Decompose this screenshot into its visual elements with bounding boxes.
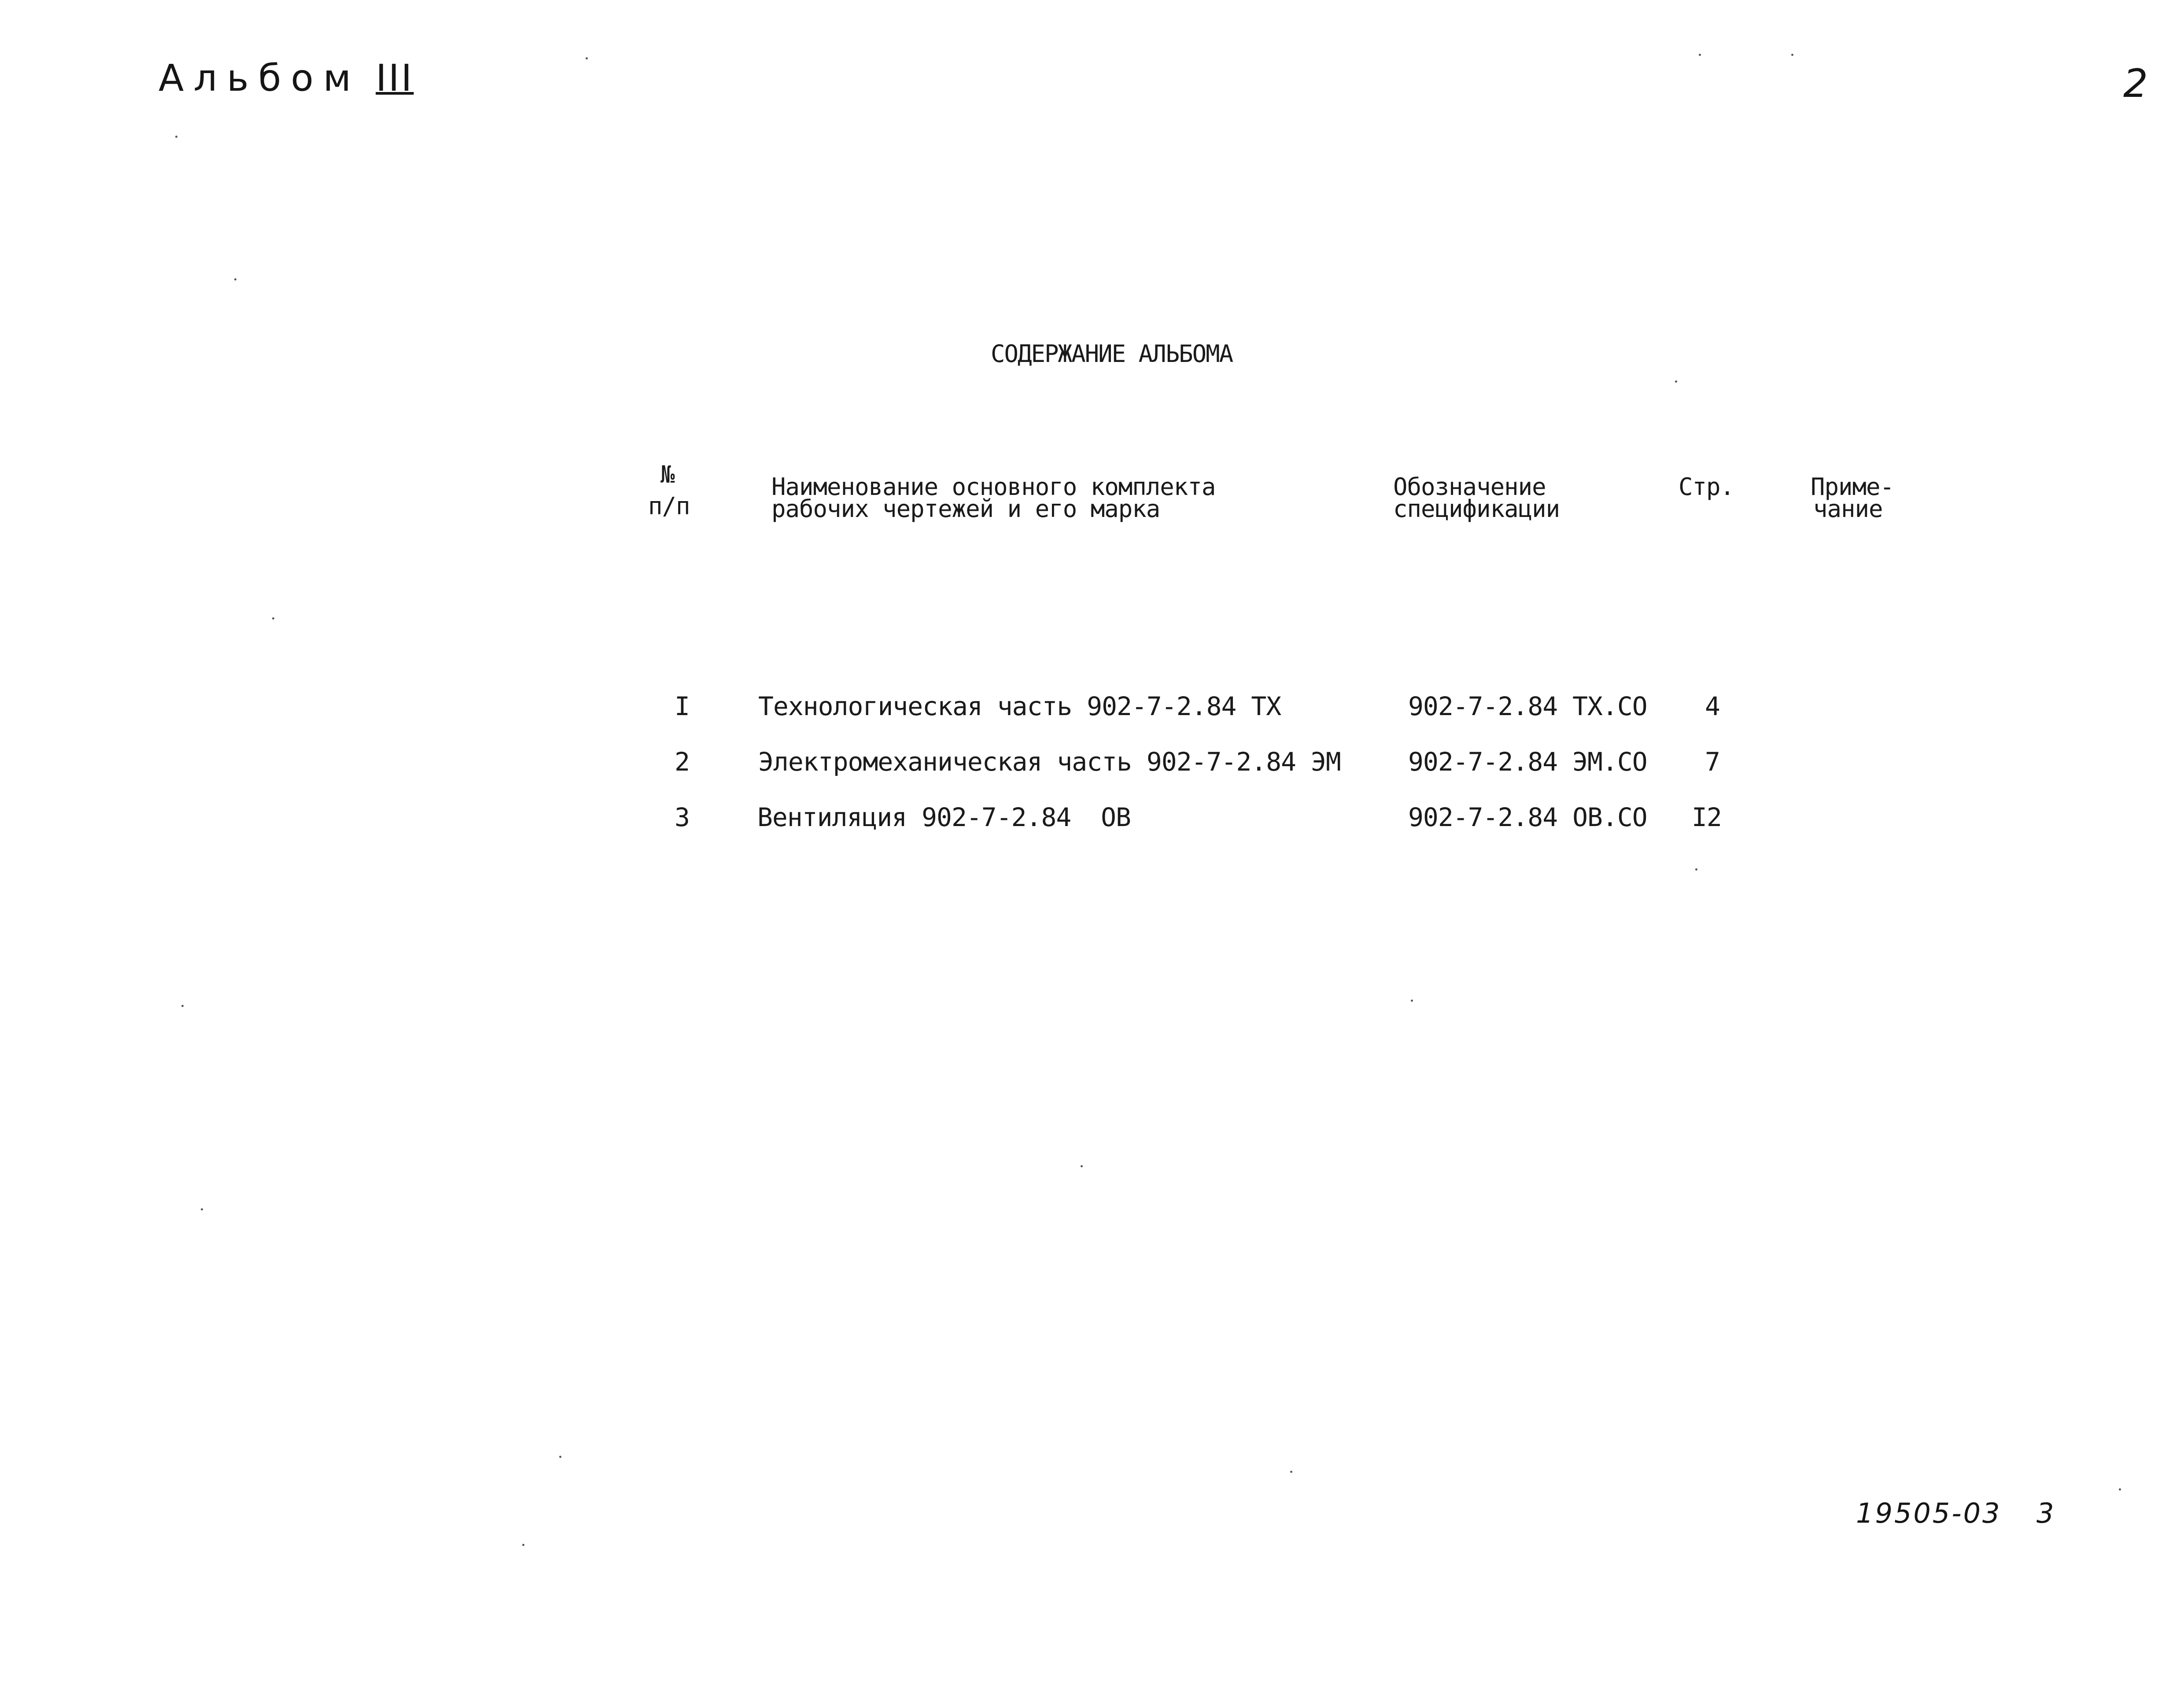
scan-speck <box>1290 1471 1292 1473</box>
row-3-spec: 902-7-2.84 ОВ.СО <box>1408 802 1647 832</box>
header-name-line1: Наименование основного комплекта <box>771 473 1216 501</box>
scan-speck <box>201 1208 203 1210</box>
scan-speck <box>1695 868 1697 871</box>
row-1-num: I <box>675 691 690 721</box>
scan-speck <box>522 1544 524 1546</box>
header-spec-line1: Обозначение <box>1393 473 1546 501</box>
scan-speck <box>586 57 588 59</box>
scan-speck <box>2119 1488 2121 1491</box>
header-page: Стр. <box>1679 473 1734 501</box>
scan-speck <box>181 1005 184 1007</box>
row-1-page: 4 <box>1705 691 1720 721</box>
row-2-page: 7 <box>1705 747 1720 777</box>
row-1-name: Технологическая часть 902-7-2.84 ТХ <box>758 691 1281 721</box>
album-label <box>159 56 414 100</box>
row-2-spec: 902-7-2.84 ЭМ.СО <box>1408 747 1647 777</box>
row-1-spec: 902-7-2.84 ТХ.СО <box>1408 691 1647 721</box>
album-label-text: Альбом <box>159 56 361 100</box>
row-3-name: Вентиляция 902-7-2.84 ОВ <box>757 802 1131 832</box>
scan-speck <box>1081 1165 1083 1167</box>
row-3-page: I2 <box>1692 802 1722 832</box>
header-note-line1: Приме- <box>1811 473 1894 501</box>
header-name-line2: рабочих чертежей и его марка <box>771 495 1160 523</box>
row-3-num: 3 <box>675 802 690 832</box>
scan-speck <box>272 617 274 620</box>
header-num-line2: п/п <box>648 492 690 520</box>
album-number: III <box>376 56 414 100</box>
scan-speck <box>234 278 236 280</box>
scan-speck <box>1699 54 1701 56</box>
scan-speck <box>559 1456 561 1458</box>
row-2-name: Электромеханическая часть 902-7-2.84 ЭМ <box>758 747 1341 777</box>
row-2-num: 2 <box>675 747 690 777</box>
scan-speck <box>1411 1000 1413 1002</box>
sheet-number: 2 <box>2123 61 2148 106</box>
header-num-line1: № <box>660 461 675 488</box>
scan-speck <box>175 136 177 138</box>
header-note-line2: чание <box>1813 495 1883 523</box>
scan-speck <box>1675 380 1677 383</box>
scan-speck <box>1791 54 1793 56</box>
footer-code: 19505-03 <box>1856 1497 2002 1529</box>
page-title: СОДЕРЖАНИЕ АЛЬБОМА <box>991 340 1233 368</box>
footer-page-number: 3 <box>2036 1497 2054 1529</box>
header-spec-line2: спецификации <box>1393 495 1560 523</box>
